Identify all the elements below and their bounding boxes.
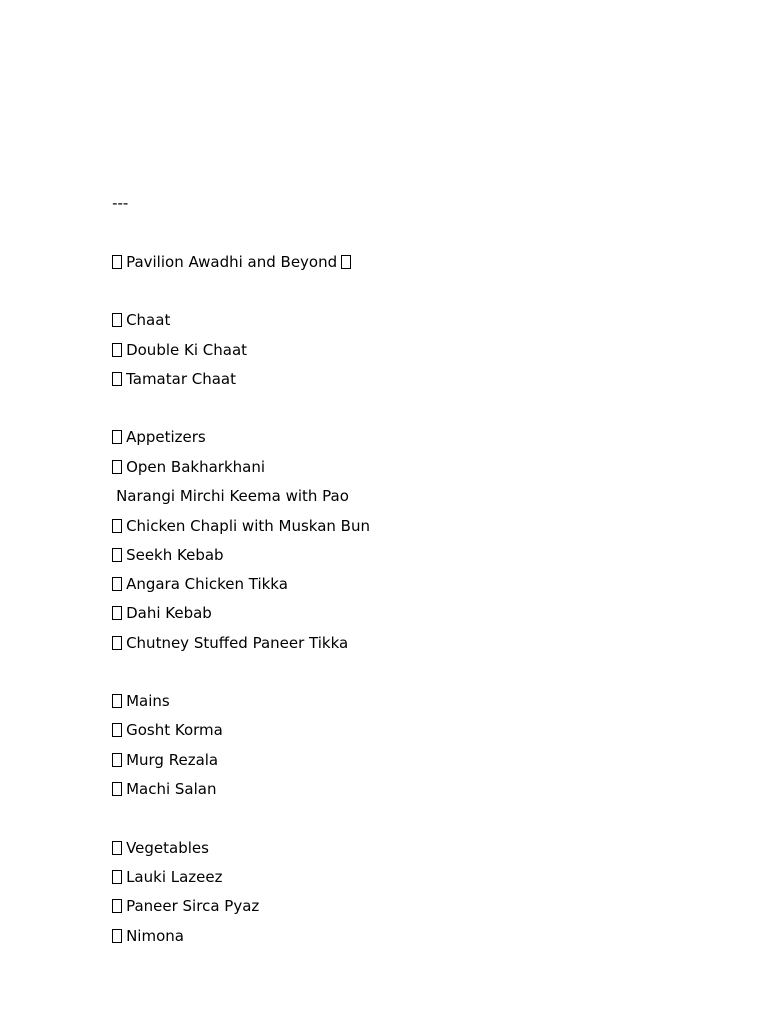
menu-title	[93, 232, 351, 271]
menu-item	[93, 496, 370, 535]
menu-item-text: Chicken Chapli with Muskan Bun	[126, 517, 370, 535]
menu-item	[93, 759, 217, 798]
menu-item-text: Tamatar Chaat	[126, 370, 237, 388]
menu-item	[93, 349, 237, 388]
menu-item-text: Open Bakharkhani	[126, 458, 266, 476]
missing-glyph-icon	[112, 372, 122, 386]
menu-item	[93, 525, 224, 564]
missing-glyph-icon	[112, 782, 122, 796]
menu-item	[93, 876, 260, 915]
menu-item-text: Angara Chicken Tikka	[126, 575, 288, 593]
separator	[93, 173, 129, 212]
menu-item	[93, 583, 212, 622]
missing-glyph-icon	[112, 636, 122, 650]
menu-title-text: Pavilion Awadhi and Beyond	[126, 253, 338, 271]
missing-glyph-icon	[341, 255, 351, 269]
missing-glyph-icon	[112, 255, 122, 269]
menu-item	[93, 906, 184, 945]
menu-item	[93, 554, 288, 593]
menu-item-text: Murg Rezala	[126, 751, 219, 769]
section-heading-text: Appetizers	[126, 428, 206, 446]
menu-item	[93, 437, 266, 476]
menu-item-text: Double Ki Chaat	[126, 341, 248, 359]
menu-item	[93, 613, 349, 652]
menu-item-text: Chutney Stuffed Paneer Tikka	[126, 634, 349, 652]
menu-item	[93, 320, 248, 359]
menu-item	[93, 700, 223, 739]
section-heading-vegetables	[93, 818, 209, 857]
missing-glyph-icon	[112, 929, 122, 943]
menu-item	[93, 847, 223, 886]
section-heading-text: Chaat	[126, 311, 171, 329]
menu-item-text: Nimona	[126, 927, 184, 945]
section-heading-mains	[93, 671, 170, 710]
section-heading-chaat	[93, 290, 171, 329]
section-heading-appetizers	[93, 407, 206, 446]
section-heading-text: Vegetables	[126, 839, 209, 857]
menu-item-text: Gosht Korma	[126, 721, 223, 739]
menu-item-text: Lauki Lazeez	[126, 868, 223, 886]
section-heading-text: Mains	[126, 692, 170, 710]
menu-item-text: Narangi Mirchi Keema with Pao	[116, 487, 349, 505]
menu-item-text: Seekh Kebab	[126, 546, 224, 564]
menu-item	[97, 466, 349, 505]
menu-item-text: Dahi Kebab	[126, 604, 212, 622]
menu-item-text: Machi Salan	[126, 780, 217, 798]
menu-item-text: Paneer Sirca Pyaz	[126, 897, 260, 915]
menu-item	[93, 730, 219, 769]
separator-text: ---	[112, 194, 129, 212]
